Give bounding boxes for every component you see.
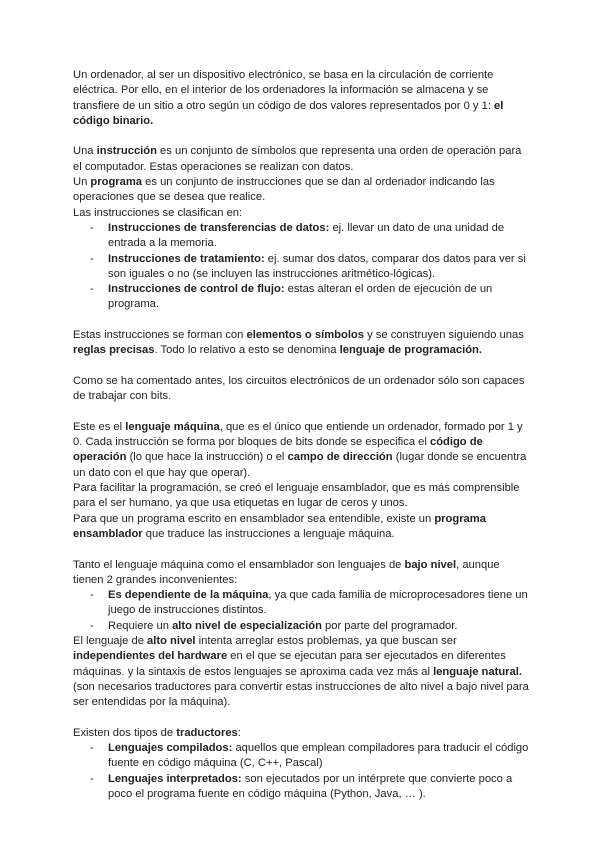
paragraph-instruction: Una instrucción es un conjunto de símbolos que representa una orden de operación para el computador. Estas operaciones se realizan con datos. [73,145,522,173]
list-item: - Es dependiente de la máquina, ya que cada familia de microprocesadores tiene un juego de instrucciones distintos. [73,588,533,619]
paragraph-machine-language: Este es el lenguaje máquina, que es el único que entiende un ordenador, formado por 1 y 0. Cada instrucción se forma por bloques de bits donde se especifica el código de operación (lo que hace la instrucción) o el campo de dirección (lugar donde se encuentra un dato con el que hay que operar). [73,420,527,479]
paragraph-bits: Como se ha comentado antes, los circuitos electrónicos de un ordenador sólo son capaces de trabajar con bits. [73,374,525,403]
instruction-types-list [73,221,533,313]
translators-list [73,741,533,802]
paragraph-assembler-program: Para que un programa escrito en ensamblador sea entendible, existe un programa ensamblador que traduce las instrucciones a lenguaje máquina. [73,512,486,540]
document-body [73,68,533,802]
paragraph-classification: Las instrucciones se clasifican en: [73,206,243,219]
paragraph-binary-code: Un ordenador, al ser un dispositivo electrónico, se basa en la circulación de corriente eléctrica. Por ello, en el interior de los ordenadores la información se almacena y se transfiere de un sitio a otro según un código de dos valores representados por 0 y 1: el código binario. [73,69,504,127]
list-item: - Instrucciones de tratamiento: ej. sumar dos datos, comparar dos datos para ver si son iguales o no (se incluyen las instrucciones aritmético-lógicas). [73,252,533,283]
list-item: - Requiere un alto nivel de especialización por parte del programador. [73,619,533,634]
paragraph-low-level: Tanto el lenguaje máquina como el ensamblador son lenguajes de bajo nivel, aunque tienen 2 grandes inconvenientes: [73,558,500,586]
paragraph-high-level: El lenguaje de alto nivel intenta arreglar estos problemas, ya que buscan ser independientes del hardware en el que se ejecutan para ser ejecutados en diferentes máquinas. y la sintaxis de estos lenguajes se aproxima cada vez más al lenguaje natural. (son necesarios traductores para convertir estas instrucciones de alto nivel a bajo nivel para ser entendidas por la máquina). [73,634,529,709]
paragraph-programming-language: Estas instrucciones se forman con elementos o símbolos y se construyen siguiendo unas reglas precisas. Todo lo relativo a esto se denomina lenguaje de programación. [73,329,524,357]
list-item: - Lenguajes interpretados: son ejecutados por un intérprete que convierte poco a poco el programa fuente en código máquina (Python, Java, … ). [73,772,533,803]
paragraph-program: Un programa es un conjunto de instrucciones que se dan al ordenador indicando las operaciones que se desea que realice. [73,176,495,204]
paragraph-translators: Existen dos tipos de traductores: [73,726,241,739]
list-item: - Instrucciones de control de flujo: estas alteran el orden de ejecución de un programa. [73,282,533,313]
paragraph-assembler: Para facilitar la programación, se creó el lenguaje ensamblador, que es más comprensible para el ser humano, ya que usa etiquetas en lugar de ceros y unos. [73,482,520,510]
list-item: - Lenguajes compilados: aquellos que emplean compiladores para traducir el código fuente en código máquina (C, C++, Pascal) [73,741,533,772]
drawbacks-list [73,588,533,634]
list-item: - Instrucciones de transferencias de datos: ej. llevar un dato de una unidad de entrada a la memoria. [73,221,533,252]
